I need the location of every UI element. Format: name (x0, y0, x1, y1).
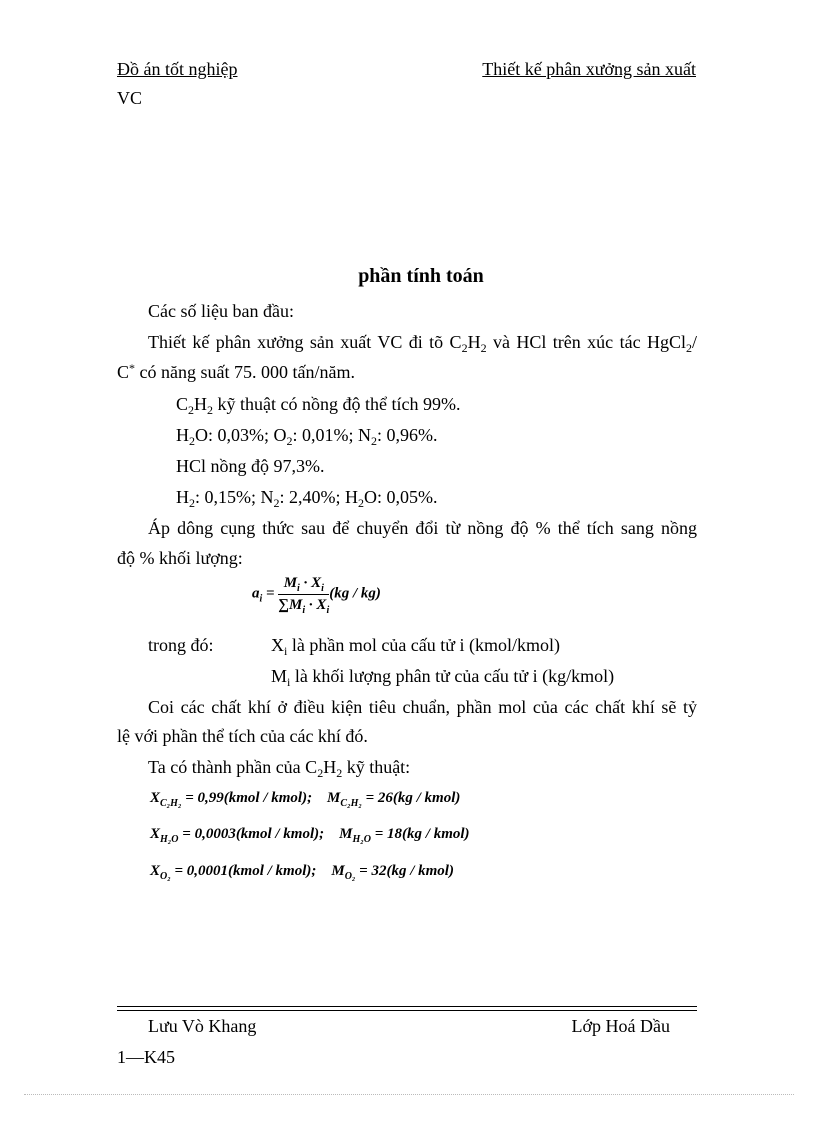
footer-page: 1—K45 (117, 1047, 175, 1067)
equation-o2: $X_{O_2}$ = 0,0001(kmol / kmol); $M_{O_2} = 32(kg$ / kmol) (150, 863, 454, 882)
formula-intro-line-2: độ % khối lượng: (117, 548, 243, 568)
equation-h2o: $X_{H_2O}$ = 0,0003(kmol / kmol); $M_{H_2O} = 18(kg$ / kmol) (150, 826, 470, 845)
c2h2-spec: $C_2H_2$ kỹ thuật có nồng độ thể tích 99%. (176, 394, 461, 417)
footer-author: Lưu Vò Khang (148, 1016, 257, 1036)
header-right: Thiết kế phân xưởng sản xuất (482, 59, 696, 79)
c2h2-impurities: $H_2O$: 0,03%; $O_2$: 0,01%; $N_2$: 0,96%. (176, 425, 438, 448)
composition-intro: Ta có thành phần của $C_2H_2$ kỹ thuật: (148, 757, 411, 780)
intro-label: Các số liệu ban đầu: (148, 301, 294, 321)
formula-intro-line-1: Áp dông cụng thức sau để chuyển đổi từ nồng độ % thể tích sang nồng (148, 518, 697, 538)
page-edge-divider (24, 1094, 794, 1095)
gas-note-line-1: Coi các chất khí ở điều kiện tiêu chuẩn, phần mol của các chất khí sẽ tỷ (148, 697, 697, 717)
design-line-2: C* có năng suất 75. 000 tấn/năm. (117, 361, 355, 382)
page-title: phần tính toán (358, 265, 484, 287)
footer-class: Lớp Hoá Dầu (571, 1016, 670, 1036)
hcl-impurities: $H_2$: 0,15%; $N_2$: 2,40%; $H_2O$: 0,05%. (176, 487, 438, 510)
header-continuation: VC (117, 88, 143, 108)
xi-definition: $X_i$ là phần mol của cấu tử i (kmol/kmol) (271, 635, 561, 658)
footer-rule-top (117, 1006, 697, 1007)
mi-definition: $M_i$ là khối lượng phân tử của cấu tử i (kg/kmol) (271, 666, 615, 689)
footer-rule-bottom (117, 1010, 697, 1011)
hcl-spec: HCl nồng độ 97,3%. (176, 456, 325, 476)
mass-fraction-formula: $a_i$ = $\frac{M_i \cdot X_i}{\sum M_i \cdot X_i}$ (kg / kg) (252, 575, 381, 616)
where-label: trong đó: (148, 635, 214, 655)
header-left: Đồ án tốt nghiệp (117, 59, 238, 79)
equation-c2h2: $X_{C_2H_2}$ = 0,99(kmol / kmol); $M_{C_2H_2} = 26(kg$ / kmol) (150, 790, 461, 809)
design-line-1: Thiết kế phân xưởng sản xuất VC đi tõ $C_2H_2$ và HCl trên xúc tác HgCl$_2$/ (148, 332, 697, 355)
gas-note-line-2: lệ với phần thể tích của các khí đó. (117, 726, 368, 746)
